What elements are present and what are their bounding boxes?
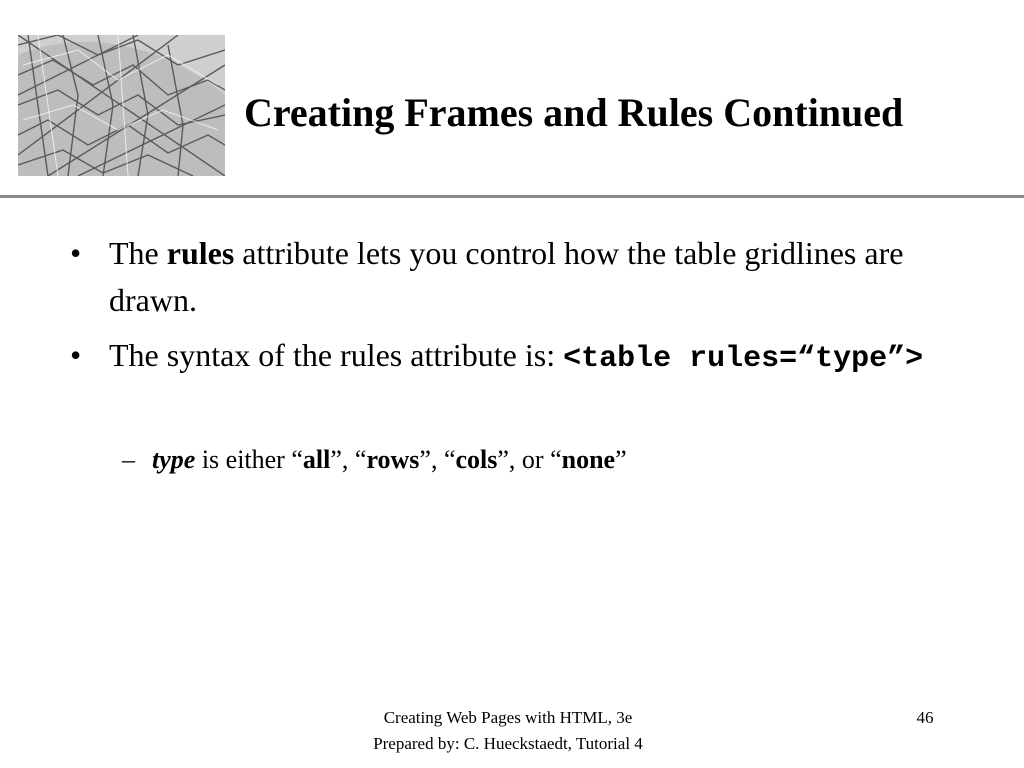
footer-line-1: Creating Web Pages with HTML, 3e xyxy=(383,708,633,727)
slide-title: Creating Frames and Rules Continued xyxy=(244,90,904,135)
code-snippet: <table rules=“type”> xyxy=(563,342,924,376)
footer-line-2: Prepared by: C. Hueckstaedt, Tutorial 4 xyxy=(373,734,643,753)
value-none: none xyxy=(561,445,616,474)
bullet-keyword: rules xyxy=(166,235,235,271)
bullet-text-part: The syntax of the rules attribute is: xyxy=(109,337,564,373)
sub-bullet-text xyxy=(152,440,627,480)
bullet-marker: • xyxy=(70,235,82,271)
bullet-text xyxy=(109,332,969,383)
value-rows: rows xyxy=(366,445,420,474)
sub-text-part: ”, “ xyxy=(419,445,456,474)
page-number: 46 xyxy=(916,708,934,727)
sub-bullet-marker: – xyxy=(122,445,135,474)
bullet-text-part: attribute lets you control how the table gridlines are drawn. xyxy=(109,235,904,318)
bullet-text xyxy=(109,230,969,324)
footer xyxy=(300,705,716,757)
sub-text-part: is either “ xyxy=(195,445,303,474)
type-keyword: type xyxy=(152,445,196,474)
sub-text-part: ”, or “ xyxy=(497,445,562,474)
bullet-text-part: The xyxy=(109,235,167,271)
sub-text-part: ”, “ xyxy=(330,445,367,474)
sub-text-part: ” xyxy=(615,445,627,474)
value-all: all xyxy=(302,445,331,474)
value-cols: cols xyxy=(455,445,498,474)
bullet-marker: • xyxy=(70,337,82,373)
geodesic-dish-icon xyxy=(18,35,225,176)
header-photo xyxy=(18,35,225,176)
title-divider xyxy=(0,195,1024,198)
